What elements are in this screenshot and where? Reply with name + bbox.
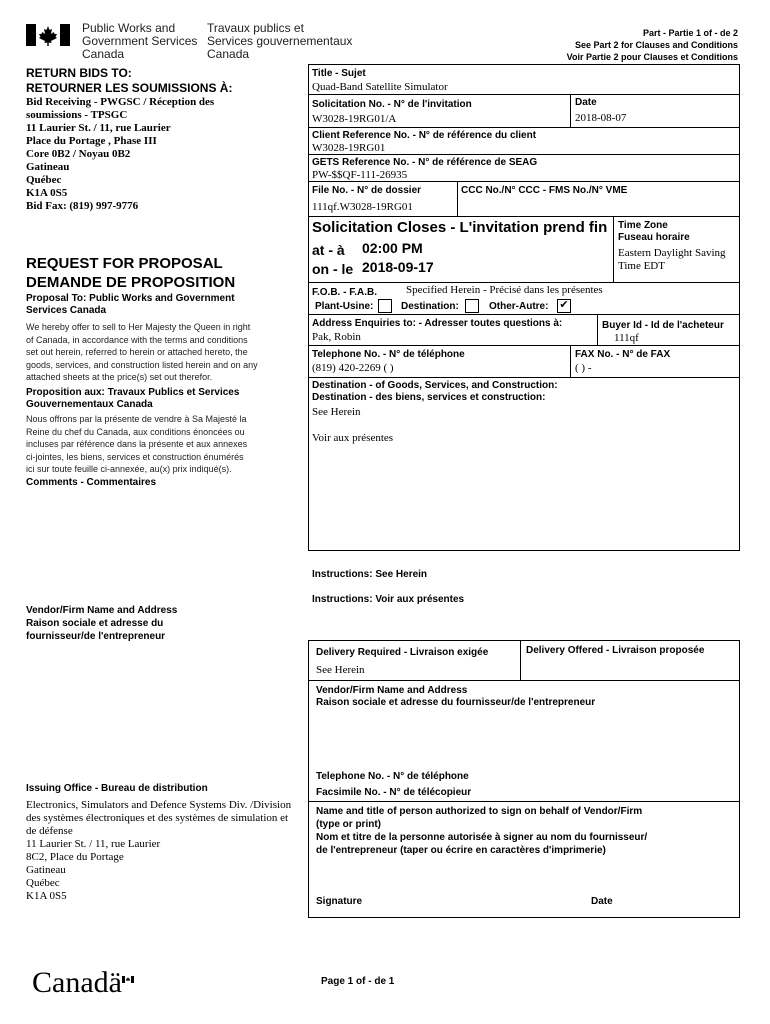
fob-value: Specified Herein - Précisé dans les présentes (406, 284, 603, 296)
org-en-line: Government Services (82, 34, 198, 48)
offer-line: We hereby offer to sell to Her Majesty the Queen in right (26, 322, 251, 332)
other-label: Other-Autre: (489, 301, 549, 312)
issuing-line: Gatineau (26, 864, 66, 876)
vendor-sub: fournisseur/de l'entrepreneur (26, 631, 166, 642)
org-fr-line: Canada (207, 47, 250, 61)
org-name-fr (207, 22, 352, 61)
vendor-box-title-en: Vendor/Firm Name and Address (316, 685, 468, 696)
rfp-title-en: REQUEST FOR PROPOSAL (26, 255, 223, 272)
offer-line: of Canada, in accordance with the terms and conditions (26, 334, 248, 345)
timezone-value-line: Eastern Daylight Saving (618, 247, 726, 259)
see-part-en: See Part 2 for Clauses and Conditions (574, 40, 738, 50)
timezone-value (618, 247, 726, 273)
vendor-box-title (316, 685, 595, 709)
vendor-box-title-fr: Raison sociale et adresse du fournisseur/de l'entrepreneur (316, 697, 596, 708)
fax-value: ( ) - (575, 362, 592, 374)
solicitation-value: W3028-19RG01/A (312, 113, 397, 125)
org-fr-line: Services gouvernementaux (207, 34, 353, 48)
authorized-person-label (316, 805, 647, 857)
rfp-title-fr: DEMANDE DE PROPOSITION (26, 274, 236, 291)
return-bids-title-en: RETURN BIDS TO: (26, 66, 132, 80)
address-enquiries-label: Address Enquiries to: - Adresser toutes questions à: (312, 318, 563, 329)
proposal-to-fr (26, 387, 239, 411)
solicitation-label: Solicitation No. - N° de l'invitation (312, 99, 472, 110)
on-label: on - le (312, 261, 354, 277)
canada-wordmark: Canadä (32, 966, 122, 999)
vendor-sub: Raison sociale et adresse du (26, 618, 164, 629)
client-ref-label: Client Reference No. - N° de référence du client (312, 130, 537, 141)
plant-checkbox[interactable] (378, 299, 392, 313)
timezone-label-fr: Fuseau horaire (618, 232, 690, 243)
proposal-to-en-line: Services Canada (26, 305, 107, 316)
date-label: Date (575, 97, 597, 108)
proposal-to-en-line: Proposal To: Public Works and Government (26, 293, 235, 304)
address-line: Gatineau (26, 161, 70, 173)
vendor-name-address-label (26, 604, 177, 643)
timezone-value-line: Time EDT (618, 260, 665, 272)
offer-line: set out herein, referred to herein or attached hereto, the (26, 347, 248, 357)
buyer-id-value: 111qf (614, 333, 639, 344)
delivery-required-value: See Herein (316, 664, 365, 676)
address-line: 11 Laurier St. / 11, rue Laurier (26, 122, 171, 134)
fax-label: FAX No. - N° de FAX (575, 349, 671, 360)
buyer-id-label: Buyer Id - Id de l'acheteur (602, 320, 724, 331)
check-icon: ✔ (559, 299, 569, 311)
plant-label: Plant-Usine: (315, 301, 374, 312)
return-bids-address (26, 96, 214, 213)
destination-goods-label (312, 380, 558, 404)
delivery-required-label: Delivery Required - Livraison exigée (316, 647, 489, 658)
offer-line: ci-jointes, les biens, services et construction énumérés (26, 451, 244, 462)
issuing-line: K1A 0S5 (26, 890, 67, 902)
other-checkbox[interactable] (557, 299, 571, 313)
org-en-line: Canada (82, 47, 125, 61)
phone-value: (819) 420-2269 ( ) (312, 362, 394, 374)
address-line: soumissions - TPSGC (26, 109, 128, 121)
file-label: File No. - N° de dossier (312, 185, 422, 196)
offer-text-en (26, 321, 258, 384)
see-part-fr: Voir Partie 2 pour Clauses et Conditions (566, 52, 738, 62)
authorized-line: Name and title of person authorized to sign on behalf of Vendor/Firm (316, 806, 643, 817)
fob-label: F.O.B. - F.A.B. (312, 287, 377, 298)
destination-goods-fr: Destination - des biens, services et construction: (312, 392, 546, 403)
issuing-line: de défense (26, 825, 73, 837)
timezone-label-en: Time Zone (618, 220, 668, 231)
authorized-line: Nom et titre de la personne autorisée à signer au nom du fournisseur/ (316, 832, 648, 843)
instructions-fr: Instructions: Voir aux présentes (312, 594, 465, 605)
issuing-line: des systèmes électroniques et des systèmes de simulation et (26, 812, 289, 824)
close-time: 02:00 PM (362, 240, 423, 256)
proposal-to-fr-line: Gouvernementaux Canada (26, 399, 153, 410)
org-en-line: Public Works and (82, 21, 176, 35)
issuing-line: 8C2, Place du Portage (26, 851, 124, 863)
offer-line: ici sur toute feuille ci-annexée, au(x) prix indiqué(s). (26, 464, 232, 474)
offer-line: Nous offrons par la présente de vendre à Sa Majesté la (26, 414, 247, 424)
delivery-offered-label: Delivery Offered - Livraison proposée (526, 645, 705, 656)
page-number: Page 1 of - de 1 (321, 976, 395, 987)
closes-label: Solicitation Closes - L'invitation prend fin (312, 219, 608, 236)
instructions-en: Instructions: See Herein (312, 569, 428, 580)
close-date: 2018-09-17 (362, 259, 434, 275)
offer-text-fr (26, 413, 247, 476)
address-enquiries-value: Pak, Robin (312, 331, 361, 343)
return-bids-title-fr: RETOURNER LES SOUMISSIONS À: (26, 81, 233, 95)
offer-line: incluses par référence dans la présente et aux annexes (26, 439, 248, 449)
vendor-facsimile-label: Facsimile No. - N° de télécopieur (316, 787, 472, 798)
title-label: Title - Sujet (312, 68, 366, 79)
proposal-to-en (26, 293, 235, 317)
bid-fax: Bid Fax: (819) 997-9776 (26, 200, 139, 212)
date-value: 2018-08-07 (575, 112, 627, 124)
rfp-title (26, 254, 235, 292)
signature-date-label: Date (591, 896, 613, 907)
issuing-line: 11 Laurier St. / 11, rue Laurier (26, 838, 161, 850)
vendor-telephone-label: Telephone No. - N° de téléphone (316, 771, 469, 782)
timezone-label (618, 220, 690, 244)
wordmark-flag-icon (122, 970, 134, 977)
destination-voir-presentes: Voir aux présentes (312, 432, 394, 444)
authorized-line: de l'entrepreneur (taper ou écrire en caractères d'imprimerie) (316, 845, 606, 856)
issuing-line: Québec (26, 877, 60, 889)
client-ref-value: W3028-19RG01 (312, 142, 386, 154)
part-indicator (567, 27, 738, 63)
canada-flag-icon (26, 24, 70, 46)
offer-line: goods, services, and construction listed herein and on any (26, 359, 258, 370)
return-bids-title (26, 66, 232, 96)
address-line: Québec (26, 174, 62, 186)
issuing-office-label: Issuing Office - Bureau de distribution (26, 783, 208, 794)
phone-label: Telephone No. - N° de téléphone (312, 349, 465, 360)
destination-see-herein: See Herein (312, 406, 361, 418)
comments-label: Comments - Commentaires (26, 477, 157, 488)
address-line: Core 0B2 / Noyau 0B2 (26, 148, 131, 160)
address-line: Bid Receiving - PWGSC / Réception des (26, 96, 215, 108)
proposal-to-fr-line: Proposition aux: Travaux Publics et Services (26, 387, 240, 398)
issuing-office-address (26, 799, 291, 903)
title-value: Quad-Band Satellite Simulator (312, 81, 448, 93)
at-label: at - à (312, 242, 345, 258)
gets-value: PW-$$QF-111-26935 (312, 169, 408, 181)
org-fr-line: Travaux publics et (207, 21, 304, 35)
part-number: Part - Partie 1 of - de 2 (642, 28, 738, 38)
destination-goods-en: Destination - of Goods, Services, and Construction: (312, 380, 558, 391)
ccc-label: CCC No./N° CCC - FMS No./N° VME (461, 185, 628, 196)
vendor-title: Vendor/Firm Name and Address (26, 605, 178, 616)
destination-label: Destination: (401, 301, 459, 312)
address-line: K1A 0S5 (26, 187, 68, 199)
org-name-en (82, 22, 197, 61)
issuing-line: Electronics, Simulators and Defence Systems Div. /Division (26, 799, 292, 811)
file-value: 111qf.W3028-19RG01 (312, 201, 413, 213)
address-line: Place du Portage , Phase III (26, 135, 157, 147)
signature-label: Signature (316, 896, 363, 907)
gets-label: GETS Reference No. - N° de référence de SEAG (312, 157, 538, 168)
authorized-line: (type or print) (316, 819, 381, 830)
offer-line: attached sheets at the price(s) set out therefor. (26, 372, 213, 382)
offer-line: Reine du chef du Canada, aux conditions énoncées ou (26, 426, 245, 437)
destination-checkbox[interactable] (465, 299, 479, 313)
